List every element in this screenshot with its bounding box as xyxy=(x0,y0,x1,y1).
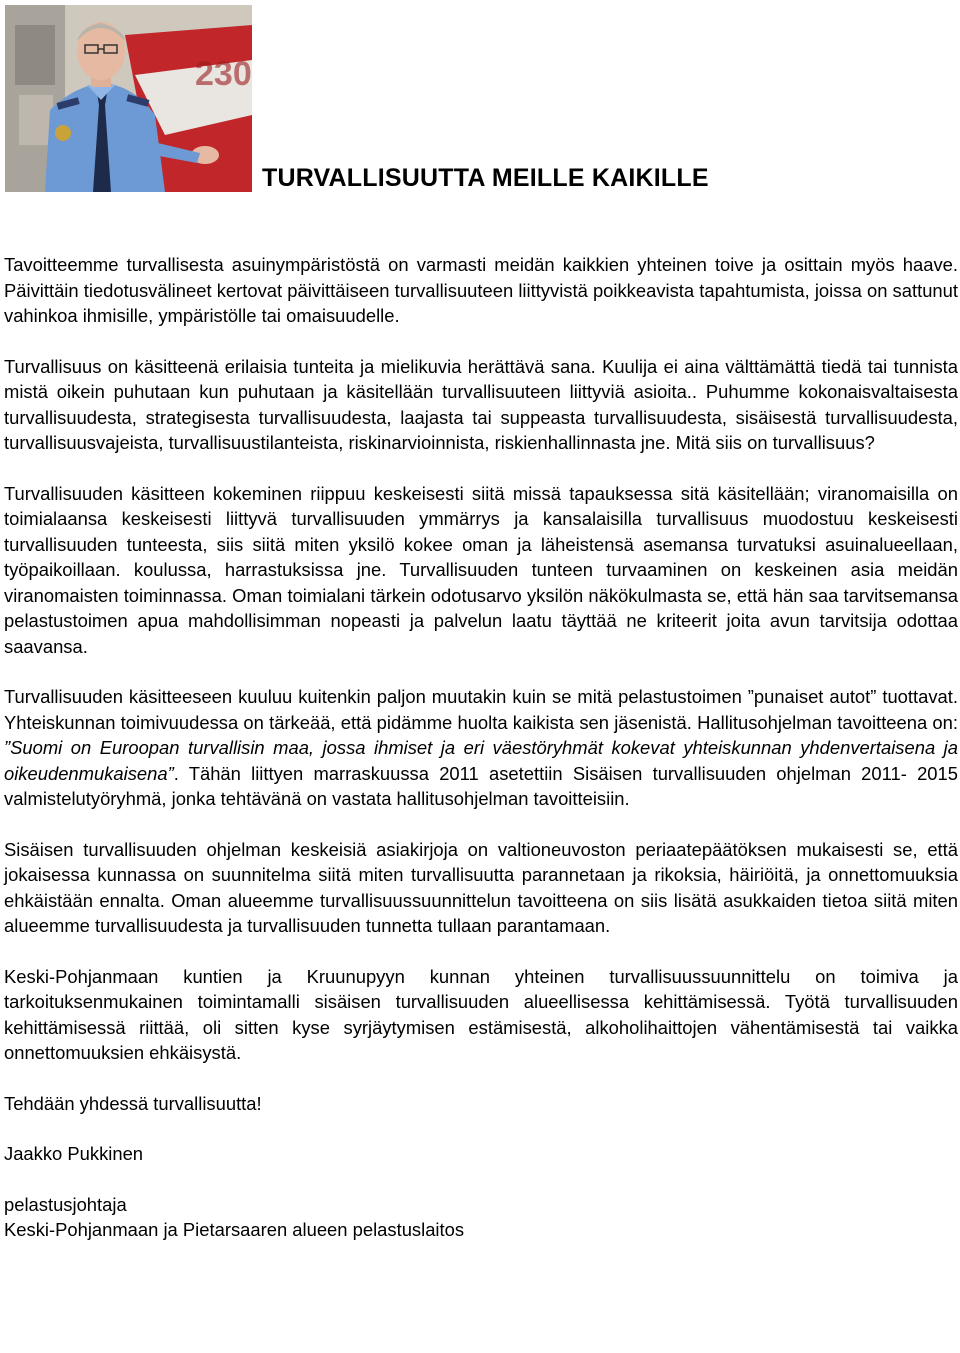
author-photo xyxy=(5,5,252,192)
paragraph-internal-security: Sisäisen turvallisuuden ohjelman keskeisiä asiakirjoja on valtioneuvoston periaatepäätöksen mukaisesti se, että jokaisessa kunnassa on suunnitelma siitä miten turvallisuutta parannetaan ja rikoksia, häiriöitä, ja onnettomuuksia ehkäistään ennalta. Oman alueemme turvallisuussuunnittelun tavoitteena on siis lisätä asukkaiden tietoa siitä miten alueemme turvallisuudesta ja turvallisuuden tunnetta tullaan parantamaan. xyxy=(4,838,958,936)
article-body xyxy=(4,252,958,1243)
paragraph-text: Turvallisuuden käsitteeseen kuuluu kuitenkin paljon muutakin kuin se mitä pelastustoimen ”punaiset autot” tuottavat. Yhteiskunnan toimivuudessa on tärkeää, että pidämme huolta kaikista sen jäsenistä. Hallitusohjelman tavoitteena on: xyxy=(4,686,958,733)
page-title: TURVALLISUUTTA MEILLE KAIKILLE xyxy=(262,164,709,192)
svg-text:230: 230 xyxy=(195,55,252,93)
program-quote: ”Suomi on Euroopan turvallisin maa, jossa ihmiset ja eri väestöryhmät kokevat yhteiskunnan yhdenvertaisena ja oikeudenmukaisena” xyxy=(4,737,958,784)
signature-organization: Keski-Pohjanmaan ja Pietarsaaren alueen pelastuslaitos xyxy=(4,1219,465,1240)
paragraph-definition: Turvallisuus on käsitteenä erilaisia tunteita ja mielikuvia herättävä sana. Kuulija ei aina välttämättä tiedä tai tunnista mistä oikein puhutaan kun puhutaan ja käsitellään turvallisuuteen liittyviä asioita.. Puhumme kokonaisvaltaisesta turvallisuudesta, strategisesta turvallisuudesta, laajasta tai suppeasta turvallisuudesta, sisäisestä turvallisuudesta, turvallisuusvajeista, turvallisuustilanteista, riskinarvioinnista, riskienhallinnasta jne. Mitä siis on turvallisuus? xyxy=(4,355,958,453)
signature-name: Jaakko Pukkinen xyxy=(4,1143,144,1164)
paragraph-intro: Tavoitteemme turvallisesta asuinympäristöstä on varmasti meidän kaikkien yhteinen toive ja osittain myös haave. Päivittäin tiedotusvälineet kertovat päivittäiseen turvallisuuteen liittyvistä poikkeavista tapahtumista, joissa on sattunut vahinkoa ihmisille, ympäristölle tai omaisuudelle. xyxy=(4,254,958,326)
paragraph-regional-planning: Keski-Pohjanmaan kuntien ja Kruunupyyn kunnan yhteinen turvallisuussuunnittelu on toimiva ja tarkoituksenmukainen toimintamalli sisäisen turvallisuuden alueellisessa kehittämisessä. Työtä turvallisuuden kehittämisessä riittää, oli sitten kyse syrjäytymisen estämisestä, alkoholihaittojen vähentämisestä tai vaikka onnettomuuksien ehkäisystä. xyxy=(4,965,958,1063)
closing-line: Tehdään yhdessä turvallisuutta! xyxy=(4,1092,262,1114)
paragraph-government-program xyxy=(4,684,958,812)
paragraph-text: . Tähän liittyen marraskuussa 2011 asetettiin Sisäisen turvallisuuden ohjelman 2011- 2015 valmistelutyöryhmä, jonka tehtävänä on vastata hallitusohjelman tavoitteisiin. xyxy=(4,762,958,809)
paragraph-experience: Turvallisuuden käsitteen kokeminen riippuu keskeisesti siitä missä tapauksessa sitä käsitellään; viranomaisilla on toimialaansa keskeisesti liittyvä turvallisuuden ymmärrys ja kansalaisilla turvallisuus muodostuu keskeisesti turvallisuuden tunteesta, siis siitä miten yksilö kokee oman ja läheistensä asemansa turvatuksi asuinalueellaan, työpaikoillaan. koulussa, harrastuksissa jne. Turvallisuuden tunteen turvaaminen on keskeinen asia meidän viranomaisten toiminnassa. Oman toimialani tärkein odotusarvo yksilön näkökulmasta se, että hän saa tarvitsemansa pelastustoimen apua mahdollisimman nopeasti ja palvelun laatu täyttää ne kriteerit joita avun tarvitsija odottaa saavansa. xyxy=(4,482,958,657)
signature-role: pelastusjohtaja xyxy=(4,1193,127,1215)
